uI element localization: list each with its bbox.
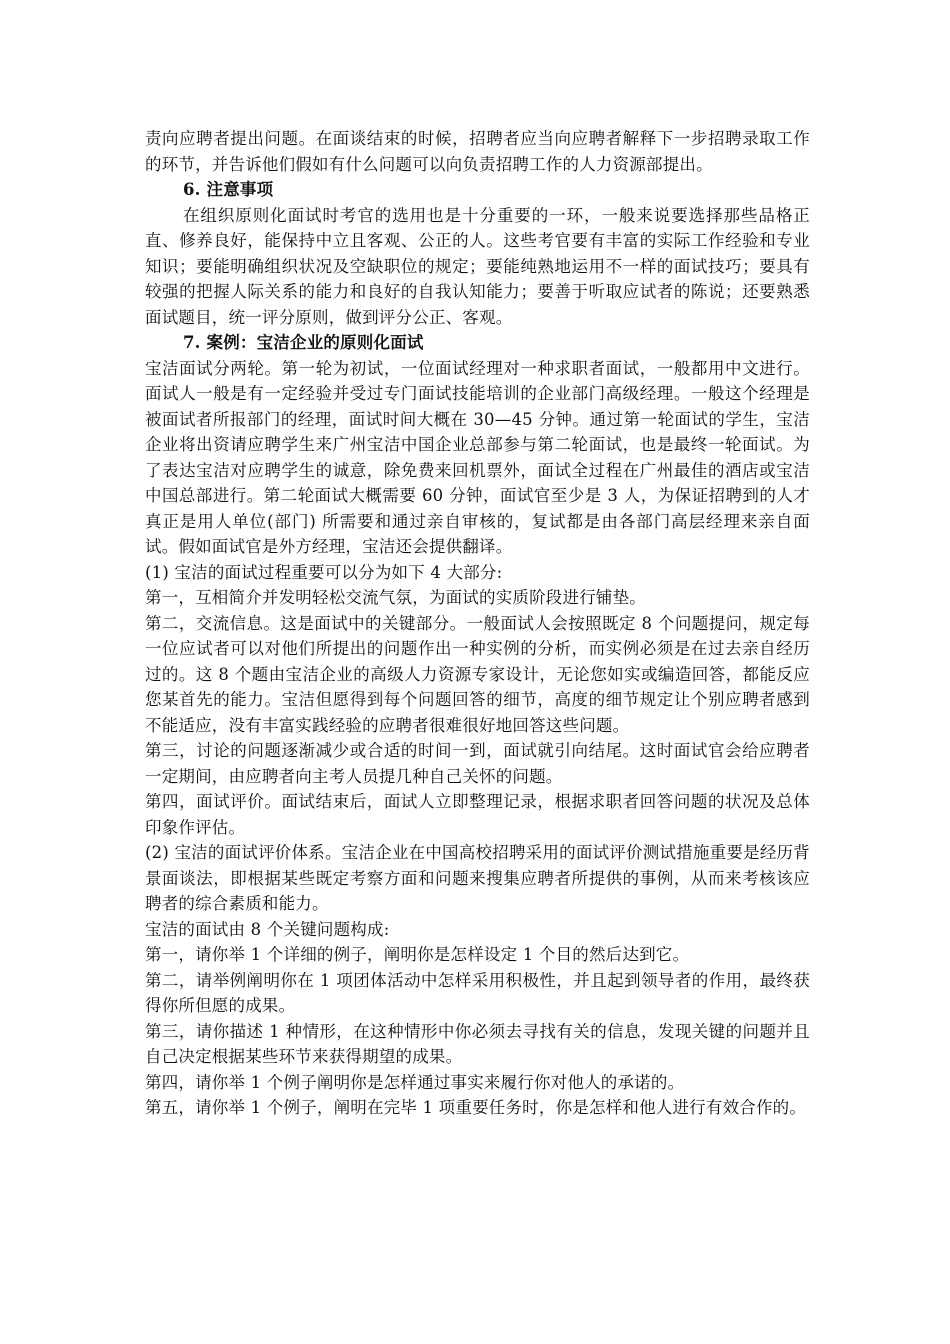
key-question-5: 第五，请你举 1 个例子，阐明在完毕 1 项重要任务时，你是怎样和他人进行有效合作的。 <box>145 1098 807 1117</box>
evaluation-system-paragraph: (2) 宝洁的面试评价体系。宝洁企业在中国高校招聘采用的面试评价测试措施重要是经历背景面谈法，即根据某些既定考察方面和问题来搜集应聘者所提供的事例，从而来考核该应聘者的综合素质和能力。 <box>145 843 810 913</box>
key-question-2: 第二，请举例阐明你在 1 项团体活动中怎样采用积极性，并且起到领导者的作用，最终获得你所但愿的成果。 <box>145 970 810 1015</box>
section-7-heading: 7. 案例：宝洁企业的原则化面试 <box>182 333 424 352</box>
key-question-3: 第三，请你描述 1 种情形，在这种情形中你必须去寻找有关的信息，发现关键的问题并且自己决定根据某些环节来获得期望的成果。 <box>145 1021 810 1066</box>
key-question-1: 第一，请你举 1 个详细的例子，阐明你是怎样设定 1 个目的然后达到它。 <box>145 945 690 964</box>
case-overview-paragraph: 宝洁面试分两轮。第一轮为初试，一位面试经理对一种求职者面试，一般都用中文进行。面试人一般是有一定经验并受过专门面试技能培训的企业部门高级经理。一般这个经理是被面试者所报部门的经理，面试时间大概在 30—45 分钟。通过第一轮面试的学生，宝洁企业将出资请应聘学生来广州宝洁中国企业总部参与第二轮面试，也是最终一轮面试。为了表达宝洁对应聘学生的诚意，除免费来回机票外，面试全过程在广州最佳的酒店或宝洁中国总部进行。第二轮面试大概需要 60 分钟，面试官至少是 3 人，为保证招聘到的人才真正是用人单位(部门) 所需要和通过亲自审核的，复试都是由各部门高层经理来亲自面试。假如面试官是外方经理，宝洁还会提供翻译。 <box>145 358 810 556</box>
intro-paragraph: 责向应聘者提出问题。在面谈结束的时候，招聘者应当向应聘者解释下一步招聘录取工作的环节，并告诉他们假如有什么问题可以向负责招聘工作的人力资源部提出。 <box>145 129 810 174</box>
section-6-heading: 6. 注意事项 <box>182 180 274 199</box>
process-step-3: 第三，讨论的问题逐渐减少或合适的时间一到，面试就引向结尾。这时面试官会给应聘者一定期间，由应聘者向主考人员提几种自己关怀的问题。 <box>145 741 810 786</box>
key-questions-intro: 宝洁的面试由 8 个关键问题构成: <box>145 919 390 939</box>
key-question-4: 第四，请你举 1 个例子阐明你是怎样通过事实来履行你对他人的承诺的。 <box>145 1072 685 1092</box>
process-step-2: 第二，交流信息。这是面试中的关键部分。一般面试人会按照既定 8 个问题提问，规定每一位应试者可以对他们所提出的问题作出一种实例的分析，而实例必须是在过去亲自经历过的。这 8 个题由宝洁企业的高级人力资源专家设计，无论您如实或编造回答，都能反应您某首先的能力。宝洁但愿得到每个问题回答的细节，高度的细节规定让个别应聘者感到不能适应，没有丰富实践经验的应聘者很难很好地回答这些问题。 <box>145 613 810 735</box>
section-6-paragraph: 在组织原则化面试时考官的选用也是十分重要的一环，一般来说要选择那些品格正直、修养良好，能保持中立且客观、公正的人。这些考官要有丰富的实际工作经验和专业知识；要能明确组织状况及空缺职位的规定；要能纯熟地运用不一样的面试技巧；要具有较强的把握人际关系的能力和良好的自我认知能力；要善于听取应试者的陈说；还要熟悉面试题目，统一评分原则，做到评分公正、客观。 <box>145 205 810 327</box>
process-step-4: 第四，面试评价。面试结束后，面试人立即整理记录，根据求职者回答问题的状况及总体印象作评估。 <box>145 792 810 837</box>
document-body <box>145 126 810 1121</box>
interview-process-intro: (1) 宝洁的面试过程重要可以分为如下 4 大部分: <box>145 562 503 582</box>
process-step-1: 第一，互相简介并发明轻松交流气氛，为面试的实质阶段进行铺垫。 <box>145 588 646 607</box>
